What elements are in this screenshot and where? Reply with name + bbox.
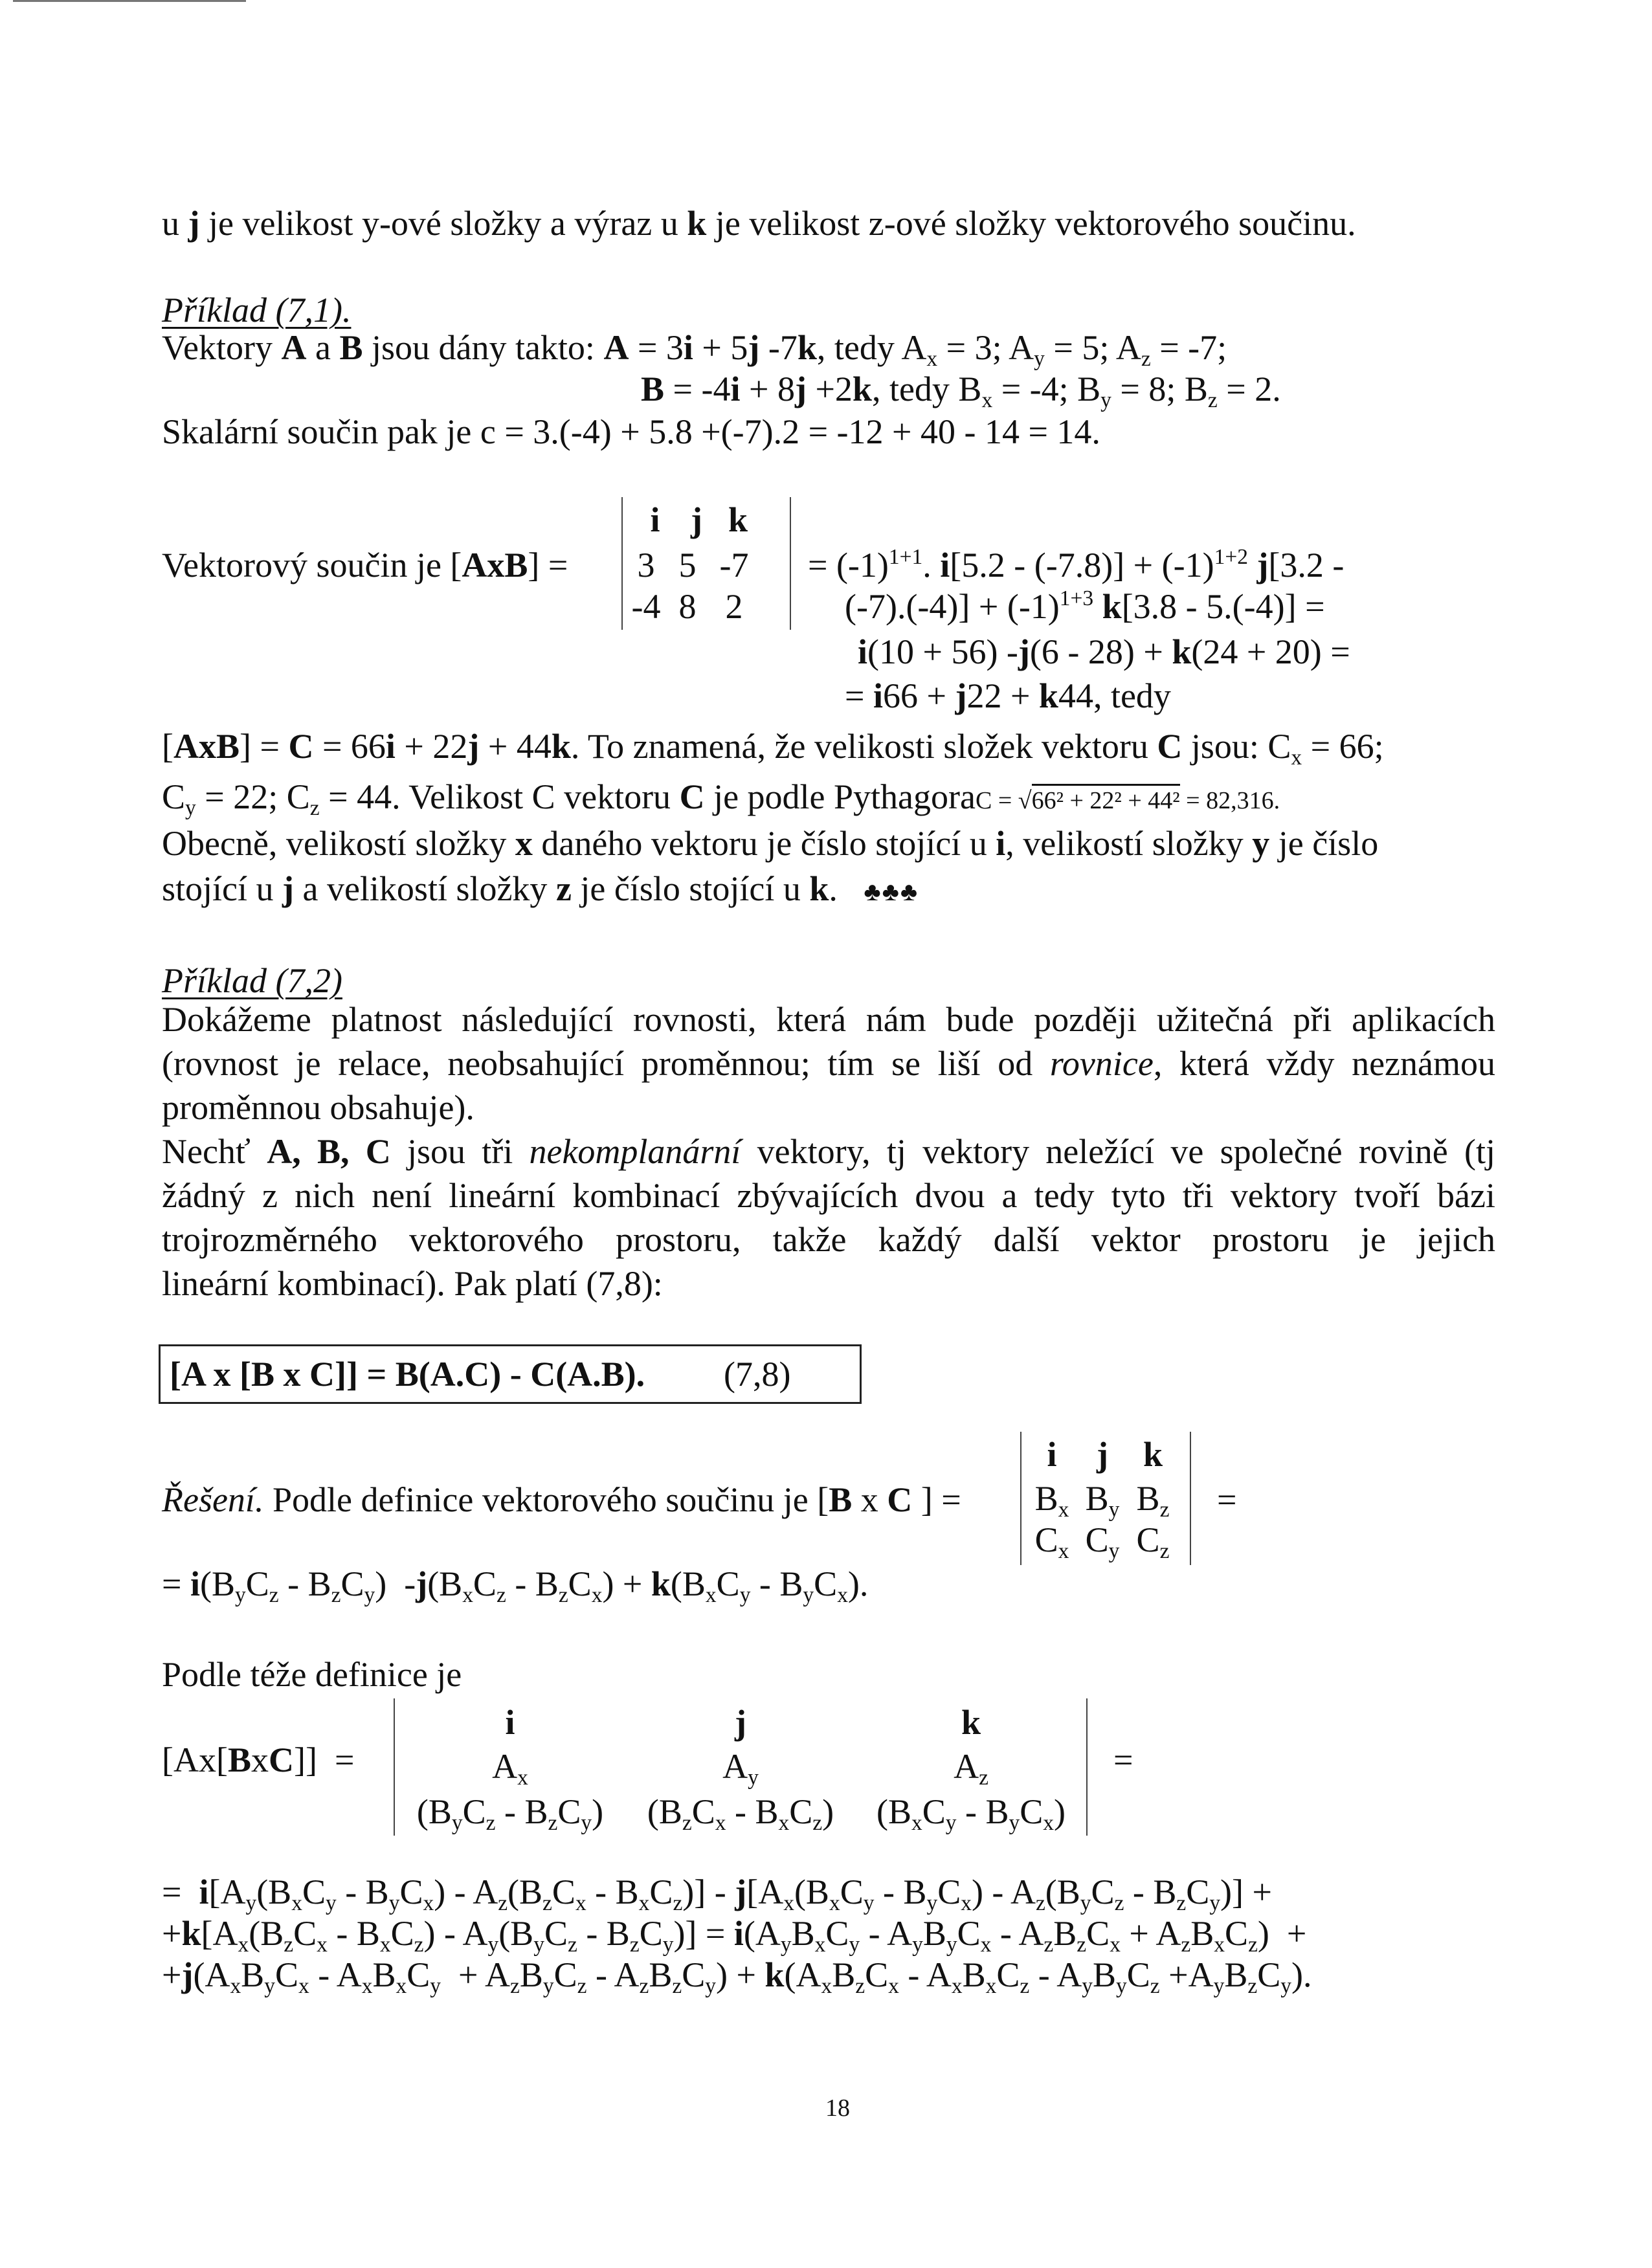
final-expansion-line-2: $+k[A_x(B_zC_x - B_xC_z) - A_y(B_yC_z - B_zC_y)] = i(A_yB_xC_y - A_yB_yC_x - A_zB_zC_x + A_zB_xC_z)$ + <box>162 1914 1307 1957</box>
cross-product-label: Vektorový součin je [AxB] = <box>162 546 568 584</box>
page-number: 18 <box>825 2095 850 2122</box>
result-line-1: [AxB] = C = 66i + 22j + 44k. To znamená, že velikosti složek vektoru C jsou: $C_x = 66$; <box>162 727 1384 770</box>
determinant-row-b: $B_x$ $B_y$ $B_z$ <box>1034 1479 1170 1522</box>
text: je velikost z-ové složky vektorového součinu. <box>706 204 1356 243</box>
unit-vector-k: k <box>687 204 707 243</box>
determinant-row-a: $A_x$ $A_y$ $A_z$ <box>492 1747 988 1790</box>
equation-number: (7,8) <box>724 1355 791 1394</box>
determinant-row-c: $C_x$ $C_y$ $C_z$ <box>1034 1520 1170 1564</box>
paragraph-1-line-2: (rovnost je relace, neobsahující proměnnou; tím se liší od rovnice, která vždy neznámou <box>162 1044 1495 1083</box>
scan-edge-line <box>13 0 246 2</box>
general-line-1: Obecně, velikostí složky x daného vektoru je číslo stojící u i, velikostí složky y je číslo <box>162 824 1379 863</box>
cross-expansion-line-2: $(-7).(-4)] + (-1)^{1+3}$ k[3.8 - 5.(-4)] = <box>845 586 1325 626</box>
paragraph-1-line-1: Dokážeme platnost následující rovnosti, která nám bude později užitečná při aplikacích <box>162 1000 1495 1039</box>
bxc-expansion: = $i(B_yC_z - B_zC_y)$ $-j(B_xC_z - B_zC_x) + k(B_xC_y - B_yC_x)$. <box>162 1564 869 1608</box>
cross-expansion-line-1: = $(-1)^{1+1}$. $i[5.2 - (-7.8)] + (-1)^{1+2}$ j[3.2 - <box>808 544 1345 584</box>
text: je velikost y-ové složky a výraz u <box>199 204 687 243</box>
text: u <box>162 204 188 243</box>
determinant-row-bxc: $(B_yC_z - B_zC_y)$ $(B_zC_x - B_xC_z)$ $(B_xC_y - B_yC_x)$ <box>416 1792 1066 1836</box>
boxed-identity-7-8 <box>159 1344 862 1404</box>
intro-line <box>162 206 1356 241</box>
cross-expansion-line-3: i(10 + 56) -j(6 - 28) + k(24 + 20) = <box>858 632 1350 671</box>
triple-product-lhs: [Ax[BxC]] = <box>162 1740 355 1779</box>
sqrt-icon: √ <box>1018 787 1032 814</box>
result-line-2: $C_y = 22$; $C_z = 44$. Velikost C vektoru C je podle PythagoraC = √66² + 22² + 44² = 82,316. <box>162 777 1280 821</box>
example-1-vector-b-line: B = -4i + 8j +2k, tedy $B_x = -4$; $B_y = 8$; $B_z = 2$. <box>641 370 1281 413</box>
example-2-heading: Příklad (7,2) <box>162 961 342 1000</box>
determinant-row-unit-vectors: i j k <box>505 1703 981 1742</box>
cross-expansion-line-4: = i66 + j22 + k44, tedy <box>845 676 1171 715</box>
bxc-determinant <box>1020 1432 1191 1565</box>
paragraph-2-line-2: žádný z nich není lineární kombinací zbývajících dvou a tedy tyto tři vektory tvoří bázi <box>162 1176 1495 1215</box>
determinant-row-unit-vectors: i j k <box>1047 1435 1163 1474</box>
paragraph-2-line-4: lineární kombinací). Pak platí (7,8): <box>162 1264 663 1303</box>
determinant-row-unit-vectors: i j k <box>650 500 748 539</box>
solution-line: Řešení. Podle definice vektorového součinu je [B x C ] = <box>162 1480 961 1519</box>
identity-formula: [A x [B x C]] = B(A.C) - C(A.B). <box>170 1355 645 1394</box>
paragraph-1-line-3: proměnnou obsahuje). <box>162 1088 474 1127</box>
unit-vector-j: j <box>188 204 200 243</box>
cross-product-determinant <box>621 497 791 630</box>
paragraph-2-line-3: trojrozměrného vektorového prostoru, takže každý další vektor prostoru je jejich <box>162 1220 1495 1259</box>
example-1-vector-a-line: Vektory A a B jsou dány takto: A = 3i + 5j -7k, tedy $A_x = 3$; $A_y = 5$; $A_z = -7$; <box>162 328 1227 372</box>
scalar-product-line: Skalární součin pak je c = 3.(-4) + 5.8 +(-7).2 = -12 + 40 - 14 = 14. <box>162 412 1100 451</box>
general-line-2: stojící u j a velikostí složky z je číslo stojící u k. ♣♣♣ <box>162 869 919 908</box>
paragraph-2-line-1: Nechť A, B, C jsou tři nekomplanární vektory, tj vektory neležící ve společné rovině (tj <box>162 1132 1495 1171</box>
final-expansion-line-1: = $i[A_y(B_xC_y - B_yC_x) - A_z(B_zC_x - B_xC_z)] - j[A_x(B_xC_y - B_yC_x) - A_z(B_yC_z - B_zC_y)]$ + <box>162 1873 1272 1916</box>
determinant-row-b: -4 8 2 <box>631 587 743 626</box>
end-of-example-clubs-icon: ♣♣♣ <box>864 877 919 906</box>
solution-equals: = <box>1217 1480 1237 1519</box>
triple-product-determinant <box>394 1698 1088 1836</box>
determinant-row-a: 3 5 -7 <box>637 546 749 584</box>
triple-product-equals: = <box>1113 1740 1133 1779</box>
pythagoras-formula: C = √66² + 22² + 44² = 82,316. <box>976 784 1280 814</box>
same-definition-text: Podle téže definice je <box>162 1655 462 1694</box>
final-expansion-line-3: $+j(A_xB_yC_x - A_xB_xC_y + A_zB_yC_z - A_zB_zC_y) + k(A_xB_zC_x - A_xB_xC_z - A_yB_yC_z +A_yB_zC_y)$. <box>162 1955 1312 1999</box>
example-1-heading: Příklad (7,1). <box>162 291 352 329</box>
